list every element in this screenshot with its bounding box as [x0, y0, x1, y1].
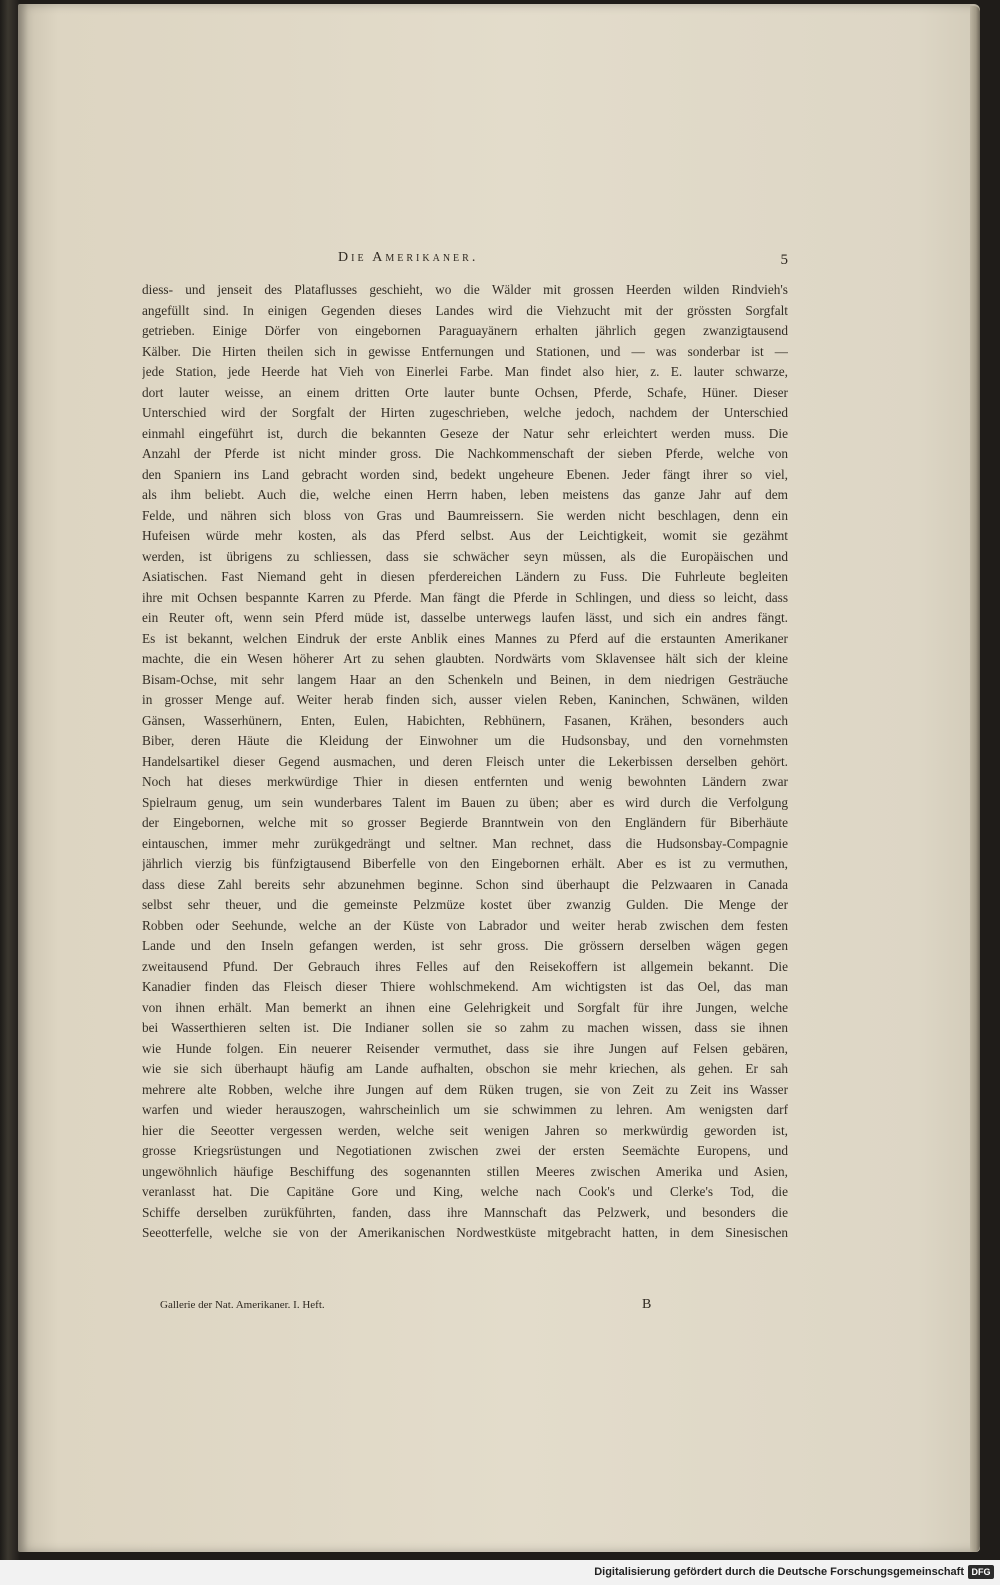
signature-mark: B [642, 1297, 652, 1312]
text-line: Unterschied wird der Sorgfalt der Hirten zugeschrieben, welche jedoch, nachdem der Unterschied [142, 405, 788, 420]
text-line: Felde, und nähren sich bloss von Gras und Baumreissern. Sie werden nicht beschlagen, denn ein [142, 507, 788, 523]
text-line: wie Hunde folgen. Ein neuerer Reisender vermuthet, dass sie ihre Jungen auf Felsen gebären, [142, 1040, 788, 1056]
text-line: Spielraum genug, um sein wunderbares Talent im Bauen zu üben; aber es wird durch die Verfolgung [142, 794, 788, 810]
text-line: warfen und wieder herauszogen, wahrscheinlich um sie schwimmen zu lehren. Am wenigsten darf [142, 1102, 788, 1117]
text-line: ein Reuter oft, wenn sein Pferd müde ist, dasselbe unterwegs laufen lässt, und sich ein andres fängt. [142, 610, 788, 625]
text-line: Kälber. Die Hirten theilen sich in gewisse Entfernungen und Stationen, und — was sonderbar ist — [142, 343, 788, 359]
page-edge [970, 6, 980, 1552]
text-line: ungewöhnlich häufige Beschiffung des sogenannten stillen Meeres zwischen Amerika und Asien, [142, 1163, 788, 1179]
dfg-logo-icon: DFG [968, 1565, 994, 1579]
digitization-footer [0, 1560, 1000, 1585]
text-line: Lande und den Inseln gefangen werden, ist sehr gross. Die grössern derselben wägen gegen [142, 938, 788, 953]
text-line: der Eingebornen, welche mit so grosser Begierde Branntwein von den Engländern für Biberhäute [142, 815, 788, 830]
text-line: hier die Seeotter vergessen werden, welche seit wenigen Jahren so merkwürdig geworden ist, [142, 1122, 788, 1138]
text-line: jede Station, jede Heerde hat Vieh von Einerlei Farbe. Man findet also hier, z. E. lauter schwarze, [142, 364, 788, 379]
page-number: 5 [780, 252, 788, 268]
text-line: Seeotterfelle, welche sie von der Amerikanischen Nordwestküste mitgebracht hatten, in dem Sinesischen [142, 1225, 788, 1240]
text-line: Biber, deren Häute die Kleidung der Einwohner um die Hudsonsbay, und den vornehmsten [142, 733, 788, 748]
text-line: in grosser Menge auf. Weiter herab finden sich, ausser vielen Reben, Kaninchen, Schwänen, wilden [142, 692, 788, 707]
running-title: Die Amerikaner. [338, 250, 479, 265]
text-line: wie sie sich überhaupt häufig am Lande aufhalten, obschon sie mehr kriechen, als gehen. Er sah [142, 1061, 788, 1076]
text-line: dass diese Zahl bereits sehr abzunehmen beginne. Schon sind überhaupt die Pelzwaaren in Canada [142, 876, 788, 892]
text-line: getrieben. Einige Dörfer von eingebornen Paraguayänern erhalten jährlich gegen zwanzigtausend [142, 323, 788, 338]
text-line: ihre mit Ochsen bespannte Karren zu Pferde. Man fängt die Pferde in Schlingen, und diess so leicht, dass [142, 589, 788, 605]
text-line: werden, ist übrigens zu schliessen, dass sie schwächer seyn müssen, als die Europäischen und [142, 548, 788, 564]
text-line: grosse Kriegsrüstungen und Negotiationen zwischen zwei der ersten Seemächte Europens, und [142, 1143, 788, 1158]
signature-text: Gallerie der Nat. Amerikaner. I. Heft. [160, 1299, 325, 1311]
signature-line [160, 1299, 660, 1319]
text-line: als ihm beliebt. Auch die, welche einen Herrn haben, leben meistens das ganze Jahr auf dem [142, 487, 788, 502]
text-line: Robben oder Seehunde, welche an der Küste von Labrador und weiter herab zwischen dem festen [142, 917, 788, 933]
text-line: Es ist bekannt, welchen Eindruk der erste Anblik eines Mannes zu Pferd auf die erstaunten Amerikaner [142, 630, 788, 646]
text-line: dort lauter weisse, an einem dritten Orte lauter bunte Ochsen, Pferde, Schafe, Hüner. Dieser [142, 384, 788, 400]
text-line: Handelsartikel dieser Gegend ausmachen, und deren Fleisch unter die Lekerbissen derselben gehört. [142, 753, 788, 769]
text-line: Kanadier finden das Fleisch dieser Thiere wohlschmekend. Am wichtigsten ist das Oel, das man [142, 979, 788, 994]
text-line: Hufeisen würde mehr kosten, als das Pferd selbst. Aus der Leichtigkeit, womit sie gezähmt [142, 528, 788, 543]
text-line: einmahl eingeführt ist, durch die bekannten Geseze der Natur sehr erleichtert werden muss. Die [142, 425, 788, 441]
text-line: Noch hat dieses merkwürdige Thier in diesen entfernten und wenig bewohnten Ländern zwar [142, 774, 788, 789]
footer-credit: Digitalisierung gefördert durch die Deutsche Forschungsgemeinschaft [594, 1566, 964, 1578]
text-line: selbst sehr theuer, und die gemeinste Pelzmüze kostet über zwanzig Gulden. Die Menge der [142, 897, 788, 912]
text-line: machte, die ein Wesen höherer Art zu sehen glaubten. Nordwärts vom Sklavensee hält sich der kleine [142, 651, 788, 666]
page-header [142, 250, 788, 276]
text-line: eintauschen, immer mehr zurükgedrängt und seltner. Man rechnet, dass die Hudsonsbay-Compagnie [142, 835, 788, 851]
text-line: bei Wasserthieren selten ist. Die Indianer sollen sie so zahm zu machen wissen, dass sie ihnen [142, 1020, 788, 1035]
text-line: Schiffe derselben zurükführten, fanden, dass ihre Mannschaft das Pelzwerk, und besonders die [142, 1204, 788, 1220]
text-line: Bisam-Ochse, mit sehr langem Haar an den Schenkeln und Beinen, in dem niedrigen Gesträuche [142, 671, 788, 687]
text-line: Anzahl der Pferde ist nicht minder gross. Die Nachkommenschaft der sieben Pferde, welche von [142, 446, 788, 461]
text-line: diess- und jenseit des Plataflusses geschieht, wo die Wälder mit grossen Heerden wilden Rindvieh's [142, 282, 788, 297]
text-line: Gänsen, Wasserhünern, Enten, Eulen, Habichten, Rebhünern, Fasanen, Krähen, besonders auch [142, 712, 788, 728]
text-line: Asiatischen. Fast Niemand geht in diesen pferdereichen Ländern zu Fuss. Die Fuhrleute begleiten [142, 569, 788, 584]
text-line: angefüllt sind. In einigen Gegenden dieses Landes wird die Viehzucht mit der grössten Sorgfalt [142, 302, 788, 318]
text-line: den Spaniern ins Land gebracht worden sind, bedekt ungeheure Ebenen. Jeder fängt ihrer so viel, [142, 466, 788, 482]
text-line: von ihnen erhält. Man bemerkt an ihnen eine Gelehrigkeit und Sorgfalt für ihre Jungen, welche [142, 999, 788, 1015]
body-text [142, 280, 788, 1244]
text-line: zweitausend Pfund. Der Gebrauch ihres Felles auf den Reisekoffern ist allgemein bekannt. Die [142, 958, 788, 974]
text-line: veranlasst hat. Die Capitäne Gore und King, welche nach Cook's und Clerke's Tod, die [142, 1184, 788, 1199]
text-line: jährlich vierzig bis fünfzigtausend Biberfelle von den Eingebornen erhält. Aber es ist zu vermuthen, [142, 856, 788, 871]
text-line: mehrere alte Robben, welche ihre Jungen auf dem Rüken trugen, sie von Zeit zu Zeit ins Wasser [142, 1081, 788, 1097]
